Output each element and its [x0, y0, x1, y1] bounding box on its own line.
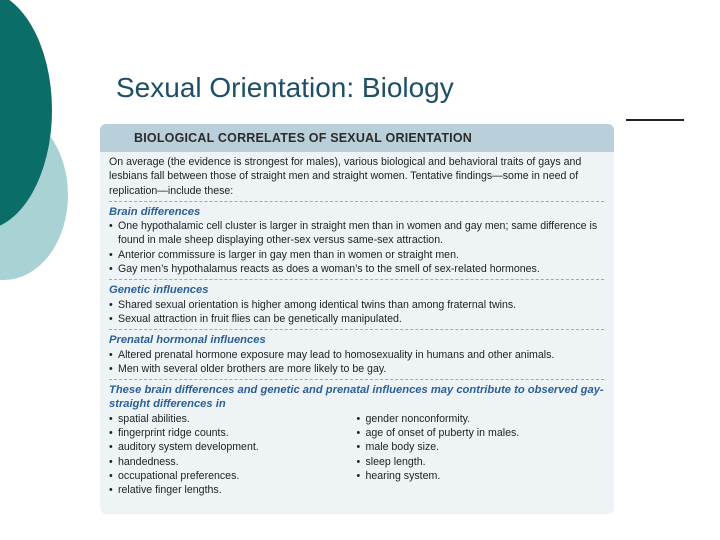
list-item: • Sexual attraction in fruit flies can be genetically manipulated. — [109, 312, 604, 326]
section-list — [109, 219, 604, 276]
title-rule — [626, 119, 684, 121]
figure-body — [100, 152, 614, 498]
section-prenatal-hormonal-influences — [109, 329, 604, 376]
list-item: • handedness. — [109, 455, 357, 469]
summary-title: These brain differences and genetic and prenatal influences may contribute to observed gay-straight differences in — [109, 384, 604, 411]
list-item: • spatial abilities. — [109, 412, 357, 426]
list-item: • age of onset of puberty in males. — [357, 426, 605, 440]
list-item: • Gay men’s hypothalamus reacts as does a woman’s to the smell of sex-related hormones. — [109, 262, 604, 276]
biological-correlates-figure — [100, 124, 614, 514]
summary-list-left — [109, 412, 357, 498]
list-item: • Men with several older brothers are more likely to be gay. — [109, 362, 604, 376]
list-item: • fingerprint ridge counts. — [109, 426, 357, 440]
list-item: • sleep length. — [357, 455, 605, 469]
list-item: • relative finger lengths. — [109, 483, 357, 497]
summary-columns — [109, 412, 604, 498]
section-summary — [109, 379, 604, 497]
section-title: Genetic influences — [109, 284, 209, 297]
list-item: • male body size. — [357, 440, 605, 454]
list-item: • hearing system. — [357, 469, 605, 483]
section-brain-differences — [109, 201, 604, 276]
list-item: • occupational preferences. — [109, 469, 357, 483]
figure-header: BIOLOGICAL CORRELATES OF SEXUAL ORIENTATION — [100, 124, 614, 152]
list-item: • Anterior commissure is larger in gay men than in women or straight men. — [109, 248, 604, 262]
section-list — [109, 348, 604, 377]
list-item: • Altered prenatal hormone exposure may lead to homosexuality in humans and other animals. — [109, 348, 604, 362]
section-title: Brain differences — [109, 205, 201, 218]
figure-intro: On average (the evidence is strongest for males), various biological and behavioral traits of gays and lesbians fall between those of straight men and straight women. Tentative findings—some in need of replication—include these: — [109, 156, 582, 197]
list-item: • One hypothalamic cell cluster is larger in straight men than in women and gay men; same difference is found in male sheep displaying other-sex versus same-sex attraction. — [109, 219, 604, 248]
section-genetic-influences — [109, 279, 604, 326]
section-title: Prenatal hormonal influences — [109, 334, 266, 347]
summary-list-right — [357, 412, 605, 498]
list-item: • auditory system development. — [109, 440, 357, 454]
slide-title: Sexual Orientation: Biology — [116, 72, 454, 103]
section-list — [109, 298, 604, 327]
list-item: • gender nonconformity. — [357, 412, 605, 426]
list-item: • Shared sexual orientation is higher among identical twins than among fraternal twins. — [109, 298, 604, 312]
